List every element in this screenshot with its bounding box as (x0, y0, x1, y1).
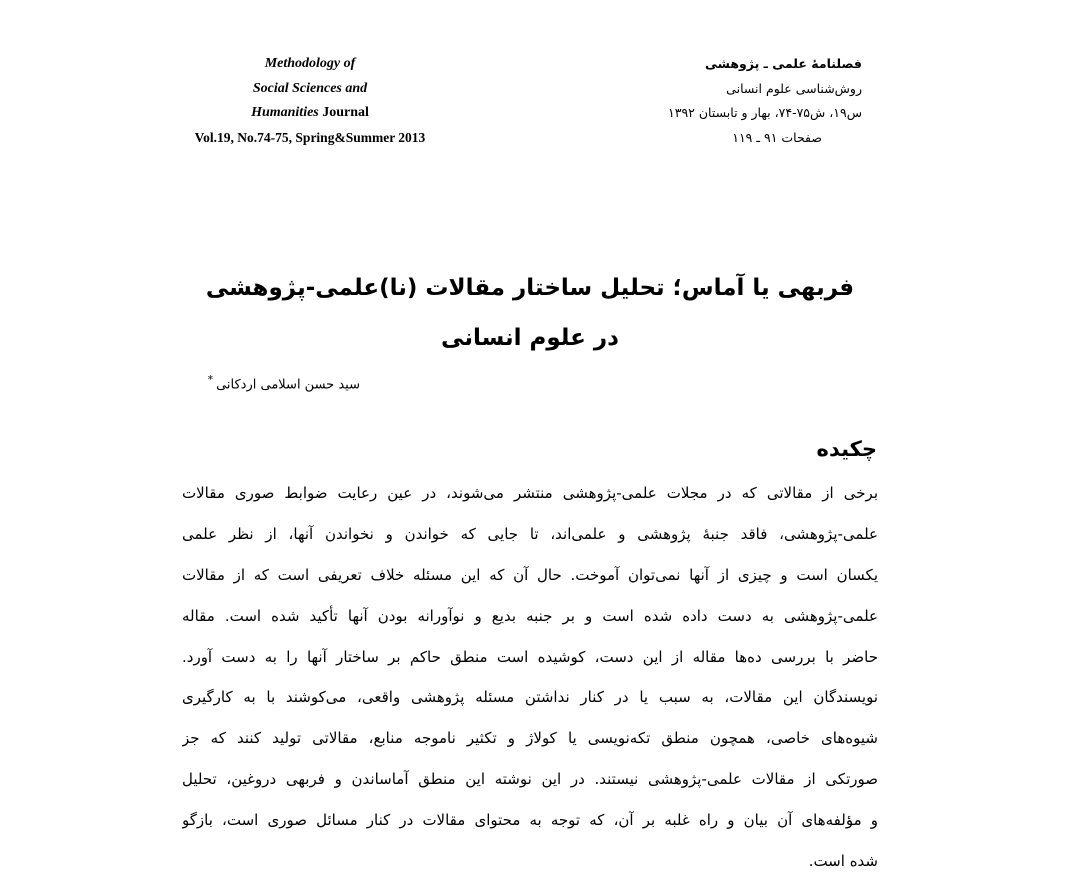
journal-name-line-3-rest: Journal (318, 105, 369, 120)
abstract-line: علمی-پژوهشی به دست داده شده است و بر جنبه بدیع و نوآورانه بودن آنها تأکید شده است. مقاله (182, 606, 878, 625)
journal-name-line-2: Social Sciences and (252, 80, 368, 96)
journal-pages-fa: صفحات ۹۱ ـ ۱۱۹ (732, 129, 822, 145)
abstract-line: صورتکی از مقالات علمی-پژوهشی نیستند. در این نوشته این منطق آماساندن و فربهی دروغین، تحلیل (182, 770, 878, 789)
journal-name-line-3 (185, 101, 435, 126)
journal-header-persian (650, 52, 862, 150)
journal-name-fa: روش‌شناسی علوم انسانی (726, 80, 862, 96)
abstract-line: حاضر با بررسی ده‌ها مقاله از این دست، کوشیده است منطق حاکم بر ساختار آنها را به دست آورد. (182, 647, 878, 666)
author-name: سید حسن اسلامی اردکانی (216, 377, 360, 393)
journal-volume-fa: س۱۹، ش۷۵-۷۴، بهار و تابستان ۱۳۹۲ (668, 105, 862, 120)
journal-type-fa: فصلنامهٔ علمی ـ پژوهشی (705, 56, 862, 71)
author-line (150, 368, 360, 397)
abstract-line: نویسندگان این مقالات، به سبب یا در کنار نداشتن مسئله پژوهشی واقعی، می‌کوشند با به کارگیری (182, 688, 878, 707)
journal-name-line-3-italic: Humanities (251, 105, 319, 120)
journal-header-english (185, 52, 435, 150)
abstract-line: علمی-پژوهشی، فاقد جنبهٔ پژوهشی و علمی‌اند، تا جایی که خواندن و نخواندن آنها، از نظر علمی (182, 524, 878, 543)
abstract-line: برخی از مقالاتی که در مجلات علمی-پژوهشی منتشر می‌شوند، در عین رعایت ضوابط صوری مقالات (182, 484, 878, 502)
abstract-line: شده است. (808, 852, 878, 871)
article-title (180, 263, 880, 363)
article-title-line-2: در علوم انسانی (441, 325, 619, 351)
abstract-heading: چکیده (816, 437, 877, 461)
abstract-line: یکسان است و چیزی از آنها نمی‌توان آموخت. حال آن که این مسئله خلاف تعریفی است که از مقالات (182, 565, 878, 584)
abstract-line: و مؤلفه‌های آن بیان و راه غلبه بر آن، که توجه به محتوای مقالات در کنار مسائل صوری است، بازگو (182, 811, 878, 830)
journal-volume-info: Vol.19, No.74-75, Spring&Summer 2013 (194, 129, 426, 145)
article-title-line-1: فربهی یا آماس؛ تحلیل ساختار مقالات (نا)علمی-پژوهشی (205, 275, 855, 301)
author-footnote-mark: * (207, 373, 214, 386)
abstract-body (182, 478, 878, 887)
journal-name-line-1: Methodology of (264, 56, 356, 71)
abstract-line: شیوه‌های خاصی، همچون منطق تکه‌نویسی یا کولاژ و تکثیر ناموجه منابع، مقالاتی تولید کنند که جز (182, 729, 878, 748)
